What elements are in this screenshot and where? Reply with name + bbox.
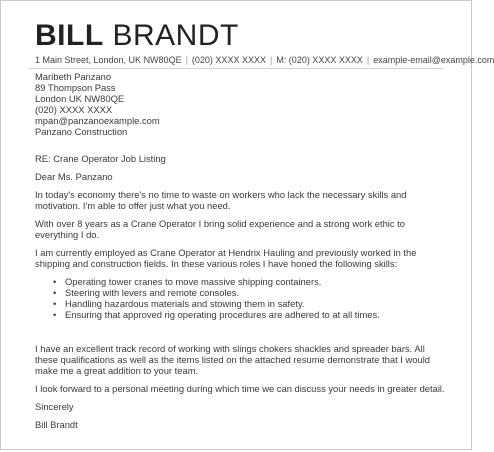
paragraph-closing: I look forward to a personal meeting during which time we can discuss your needs in greater detail. <box>35 383 445 394</box>
separator: | <box>185 55 188 65</box>
header-divider <box>29 68 443 69</box>
recipient-line: 89 Thompson Pass <box>35 82 116 93</box>
salutation: Dear Ms. Panzano <box>35 171 113 182</box>
signature: Bill Brandt <box>35 419 78 430</box>
recipient-line: Panzano Construction <box>35 126 128 137</box>
sender-address: 1 Main Street, London, UK NW80QE <box>35 55 182 65</box>
paragraph-qualifications: I have an excellent track record of working with slings chokers shackles and spreader bars. All these qualifications as well as the items listed on the attached resume demonstrate that I would make me a great addition to your team. <box>35 343 431 376</box>
subject-line: RE: Crane Operator Job Listing <box>35 153 166 164</box>
paragraph-experience: With over 8 years as a Crane Operator I bring solid experience and a strong work ethic to everything I do. <box>35 218 405 240</box>
letterhead-name <box>35 18 239 54</box>
recipient-line: mpan@panzanoexample.com <box>35 115 160 126</box>
list-item: • Handling hazardous materials and stowing them in safety. <box>65 298 445 309</box>
list-item: • Ensuring that approved rig operating procedures are adhered to at all times. <box>65 309 445 320</box>
recipient-line: Maribeth Panzano <box>35 71 112 82</box>
sender-email: example-email@example.com <box>373 55 494 65</box>
closing: Sincerely <box>35 401 74 412</box>
recipient-line: London UK NW80QE <box>35 93 125 104</box>
separator: | <box>269 55 273 65</box>
paragraph-intro: In today's economy there's no time to waste on workers who lack the necessary skills and motivation. I'm able to offer just what you need. <box>35 189 407 211</box>
sender-phone: (020) XXXX XXXX <box>191 55 266 65</box>
recipient-line: (020) XXXX XXXX <box>35 104 113 115</box>
skills-list <box>35 276 445 320</box>
paragraph-current-role: I am currently employed as Crane Operator at Hendrix Hauling and previously worked in the shipping and construction fields. In these various roles I have honed the following skills: <box>35 247 417 269</box>
contact-line <box>35 55 494 65</box>
letter-body <box>35 71 445 430</box>
list-item: • Operating tower cranes to move massive shipping containers. <box>65 276 445 287</box>
recipient-address <box>35 71 445 137</box>
list-item: • Steering with levers and remote consoles. <box>65 287 445 298</box>
separator: | <box>366 55 370 65</box>
sender-mobile: M: (020) XXXX XXXX <box>276 55 363 65</box>
last-name: BRANDT <box>112 19 239 52</box>
first-name: BILL <box>35 19 104 52</box>
